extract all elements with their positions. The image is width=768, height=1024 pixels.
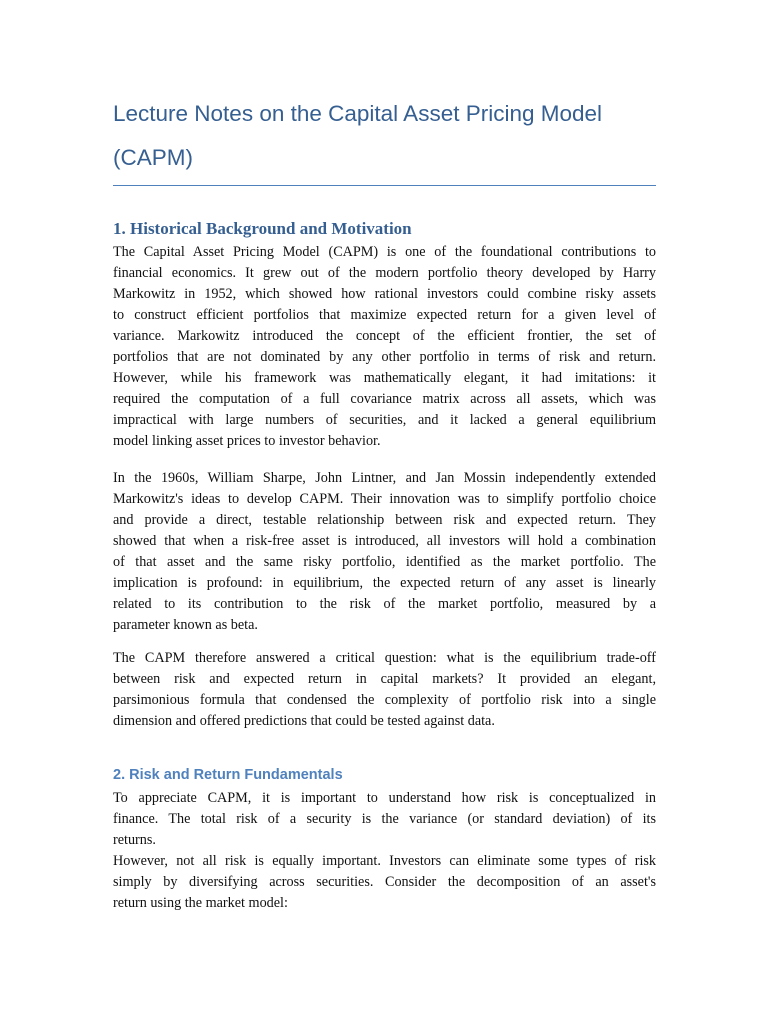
document-title [113,92,658,180]
paragraph-line: return using the market model: [113,895,288,911]
paragraph-line: to construct efficient portfolios that maximize expected return for a given level of [113,307,656,323]
paragraph-line: returns. [113,832,156,848]
section-2-paragraph-2 [113,851,656,914]
section-2-heading: 2. Risk and Return Fundamentals [113,767,343,783]
paragraph-line: Markowitz's ideas to develop CAPM. Their innovation was to simplify portfolio choice [113,491,656,507]
paragraph-line: model linking asset prices to investor behavior. [113,433,381,449]
title-divider [113,185,656,186]
paragraph-line: related to its contribution to the risk of the market portfolio, measured by a [113,596,656,612]
paragraph-line: The CAPM therefore answered a critical question: what is the equilibrium trade-off [113,650,656,666]
paragraph-line: required the computation of a full covariance matrix across all assets, which was [113,391,656,407]
section-1-heading: 1. Historical Background and Motivation [113,219,412,238]
section-1-paragraph-1 [113,242,656,452]
paragraph-line: variance. Markowitz introduced the concept of the efficient frontier, the set of [113,328,656,344]
paragraph-line: between risk and expected return in capital markets? It provided an elegant, [113,671,656,687]
title-line-2: (CAPM) [113,145,193,170]
paragraph-line: showed that when a risk-free asset is introduced, all investors will hold a combination [113,533,656,549]
paragraph-line: impractical with large numbers of securities, and it lacked a general equilibrium [113,412,656,428]
section-1-paragraph-2 [113,468,656,636]
paragraph-line: implication is profound: in equilibrium, the expected return of any asset is linearly [113,575,656,591]
paragraph-line: and provide a direct, testable relationship between risk and expected return. They [113,512,656,528]
title-line-1: Lecture Notes on the Capital Asset Pricing Model [113,101,603,126]
paragraph-line: parsimonious formula that condensed the complexity of portfolio risk into a single [113,692,656,708]
paragraph-line: finance. The total risk of a security is the variance (or standard deviation) of its [113,811,656,827]
paragraph-line: of that asset and the same risky portfolio, identified as the market portfolio. The [113,554,656,570]
paragraph-line: However, not all risk is equally important. Investors can eliminate some types of risk [113,853,656,869]
paragraph-line: financial economics. It grew out of the modern portfolio theory developed by Harry [113,265,656,281]
paragraph-line: Markowitz in 1952, which showed how rational investors could combine risky assets [113,286,656,302]
section-1-paragraph-3 [113,648,656,732]
section-2-paragraph-1 [113,788,656,851]
paragraph-line: parameter known as beta. [113,617,258,633]
paragraph-line: portfolios that are not dominated by any other portfolio in terms of risk and return. [113,349,656,365]
paragraph-line: The Capital Asset Pricing Model (CAPM) is one of the foundational contributions to [113,244,656,260]
paragraph-line: However, while his framework was mathematically elegant, it had imitations: it [113,370,656,386]
paragraph-line: dimension and offered predictions that could be tested against data. [113,713,495,729]
paragraph-line: In the 1960s, William Sharpe, John Lintner, and Jan Mossin independently extended [113,470,656,486]
paragraph-line: simply by diversifying across securities. Consider the decomposition of an asset's [113,874,656,890]
paragraph-line: To appreciate CAPM, it is important to understand how risk is conceptualized in [113,790,656,806]
